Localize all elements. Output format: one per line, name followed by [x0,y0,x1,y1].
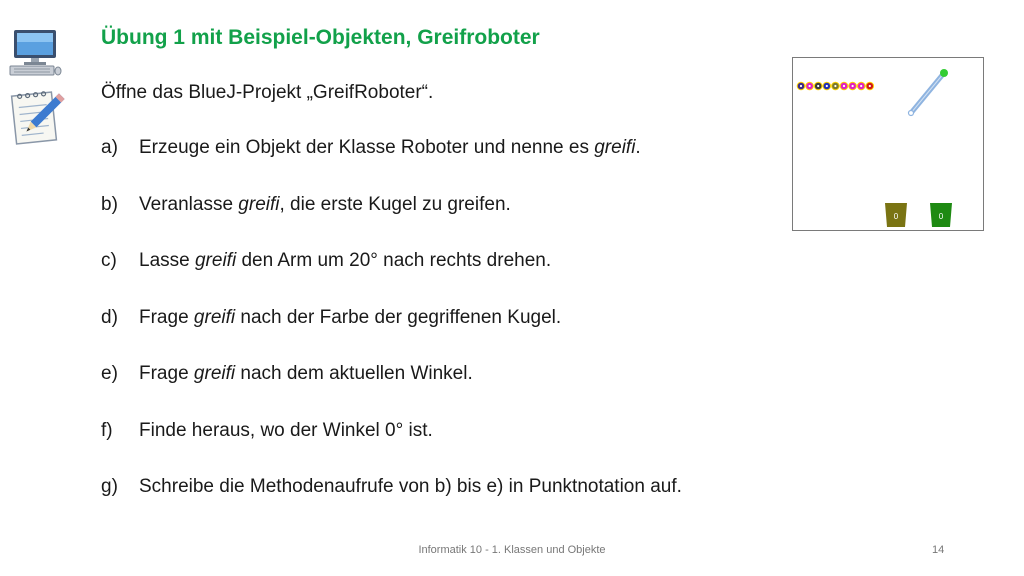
intro-text: Öffne das BlueJ-Projekt „GreifRoboter“. [101,82,434,103]
ball-highlight [843,85,845,87]
ball-highlight [869,85,871,87]
task-text: Frage greifi nach der Farbe der gegriffenen Kugel. [139,306,562,328]
task-text: Finde heraus, wo der Winkel 0° ist. [139,419,433,441]
ball-row [797,82,873,90]
task-text: Veranlasse greifi, die erste Kugel zu greifen. [139,193,511,215]
ball-highlight [860,85,862,87]
task-letter: c) [101,250,117,271]
arm-pivot [909,111,914,116]
ball-highlight [834,85,836,87]
task-letter: f) [101,419,113,441]
bucket-left-count: 0 [893,212,899,221]
task-letter: b) [101,193,118,215]
ball-highlight [826,85,828,87]
task-letter: g) [101,476,118,497]
bucket-left [885,203,907,227]
page-number: 14 [932,544,945,556]
ball-highlight [852,85,854,87]
task-text: Schreibe die Methodenaufrufe von b) bis e) in Punktnotation auf. [139,476,682,497]
ball-highlight [800,85,802,87]
bucket-right-count: 0 [938,212,944,221]
computer-icon [6,26,62,78]
slide-title: Übung 1 mit Beispiel-Objekten, Greifroboter [101,26,540,49]
task-text: Frage greifi nach dem aktuellen Winkel. [139,363,473,384]
grabbed-ball [940,69,948,77]
task-letter: d) [101,306,118,328]
task-letter: a) [101,137,118,158]
notepad-pencil-icon [8,86,66,146]
task-text: Lasse greifi den Arm um 20° nach rechts drehen. [139,250,552,271]
ball-highlight [817,85,819,87]
ball-highlight [809,85,811,87]
footer-text: Informatik 10 - 1. Klassen und Objekte [418,544,606,556]
task-text: Erzeuge ein Objekt der Klasse Roboter und nenne es greifi. [139,137,641,158]
task-letter: e) [101,363,118,384]
bucket-right [930,203,952,227]
robot-simulation-panel [792,57,984,231]
